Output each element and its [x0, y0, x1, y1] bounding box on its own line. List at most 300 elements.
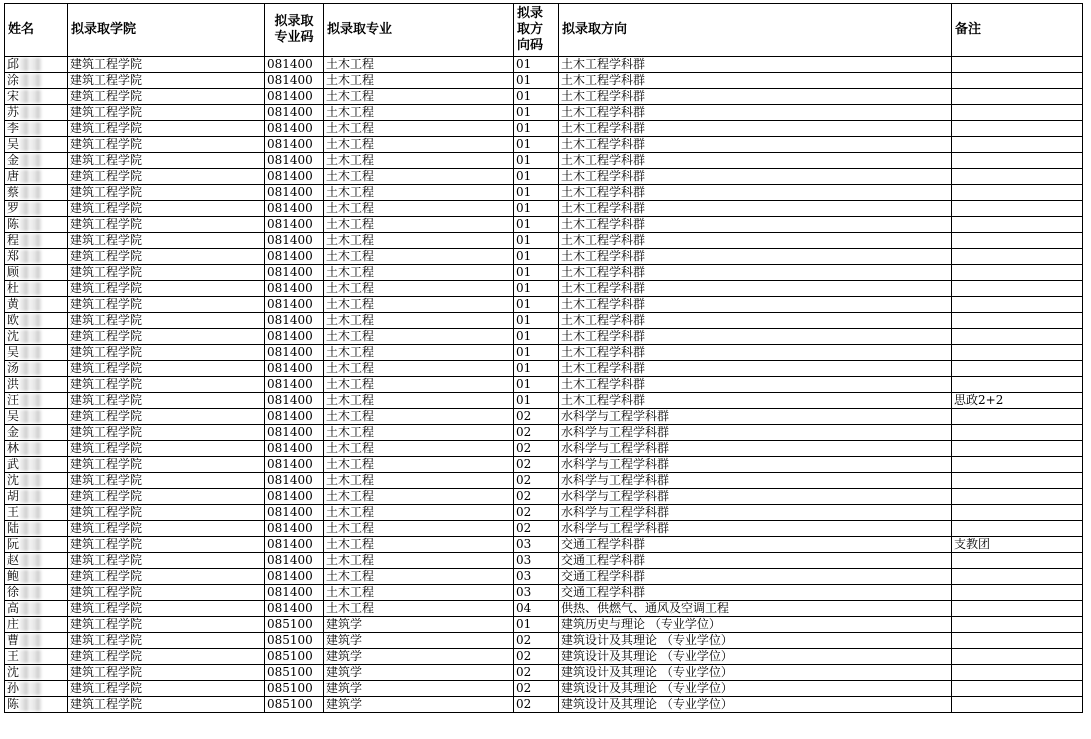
- redacted-name-mask: [20, 266, 42, 279]
- header-direction-code-line: 取方: [517, 22, 544, 37]
- student-surname: 汤: [7, 361, 20, 375]
- student-surname: 阮: [7, 537, 20, 551]
- cell-major: 土木工程: [324, 73, 514, 89]
- redacted-name-mask: [20, 618, 42, 631]
- cell-major-code: 081400: [265, 313, 324, 329]
- redacted-name-mask: [20, 698, 42, 711]
- cell-name: [5, 361, 68, 377]
- cell-name: [5, 457, 68, 473]
- student-surname: 陈: [7, 697, 20, 711]
- cell-note: [952, 169, 1083, 185]
- student-surname: 黄: [7, 297, 20, 311]
- cell-college: 建筑工程学院: [68, 473, 265, 489]
- cell-college: 建筑工程学院: [68, 265, 265, 281]
- cell-dir-code: 03: [514, 585, 559, 601]
- cell-direction: 土木工程学科群: [559, 73, 952, 89]
- cell-major: 土木工程: [324, 249, 514, 265]
- cell-college: 建筑工程学院: [68, 537, 265, 553]
- cell-major-code: 081400: [265, 361, 324, 377]
- cell-direction: 土木工程学科群: [559, 281, 952, 297]
- cell-note: [952, 473, 1083, 489]
- cell-dir-code: 01: [514, 281, 559, 297]
- cell-major: 土木工程: [324, 105, 514, 121]
- cell-name: [5, 201, 68, 217]
- table-row: [5, 441, 1083, 457]
- cell-dir-code: 01: [514, 249, 559, 265]
- table-row: [5, 121, 1083, 137]
- cell-note: [952, 297, 1083, 313]
- cell-dir-code: 02: [514, 665, 559, 681]
- cell-direction: 土木工程学科群: [559, 185, 952, 201]
- cell-major: 土木工程: [324, 57, 514, 73]
- cell-note: [952, 137, 1083, 153]
- cell-direction: 土木工程学科群: [559, 265, 952, 281]
- cell-college: 建筑工程学院: [68, 329, 265, 345]
- table-row: [5, 569, 1083, 585]
- cell-note: [952, 569, 1083, 585]
- redacted-name-mask: [20, 554, 42, 567]
- cell-college: 建筑工程学院: [68, 105, 265, 121]
- cell-major: 土木工程: [324, 473, 514, 489]
- redacted-name-mask: [20, 666, 42, 679]
- cell-major-code: 085100: [265, 649, 324, 665]
- cell-college: 建筑工程学院: [68, 153, 265, 169]
- cell-major-code: 081400: [265, 217, 324, 233]
- cell-direction: 土木工程学科群: [559, 153, 952, 169]
- redacted-name-mask: [20, 218, 42, 231]
- table-row: [5, 345, 1083, 361]
- cell-direction: 建筑设计及其理论 （专业学位）: [559, 633, 952, 649]
- cell-major-code: 081400: [265, 393, 324, 409]
- cell-dir-code: 01: [514, 329, 559, 345]
- redacted-name-mask: [20, 202, 42, 215]
- redacted-name-mask: [20, 410, 42, 423]
- cell-name: [5, 313, 68, 329]
- cell-note: [952, 153, 1083, 169]
- cell-dir-code: 01: [514, 57, 559, 73]
- cell-major-code: 081400: [265, 553, 324, 569]
- student-surname: 高: [7, 601, 20, 615]
- cell-direction: 土木工程学科群: [559, 345, 952, 361]
- redacted-name-mask: [20, 570, 42, 583]
- redacted-name-mask: [20, 362, 42, 375]
- student-surname: 蔡: [7, 185, 20, 199]
- table-row: [5, 681, 1083, 697]
- table-row: [5, 73, 1083, 89]
- cell-name: [5, 73, 68, 89]
- cell-note: [952, 601, 1083, 617]
- cell-college: 建筑工程学院: [68, 649, 265, 665]
- cell-dir-code: 01: [514, 105, 559, 121]
- table-row: [5, 489, 1083, 505]
- cell-major: 土木工程: [324, 201, 514, 217]
- cell-major: 建筑学: [324, 697, 514, 713]
- cell-direction: 供热、供燃气、通风及空调工程: [559, 601, 952, 617]
- cell-college: 建筑工程学院: [68, 297, 265, 313]
- cell-dir-code: 03: [514, 553, 559, 569]
- redacted-name-mask: [20, 378, 42, 391]
- cell-major-code: 081400: [265, 457, 324, 473]
- cell-college: 建筑工程学院: [68, 441, 265, 457]
- cell-college: 建筑工程学院: [68, 313, 265, 329]
- cell-direction: 交通工程学科群: [559, 553, 952, 569]
- cell-note: [952, 89, 1083, 105]
- cell-name: [5, 121, 68, 137]
- student-surname: 武: [7, 457, 20, 471]
- header-note: 备注: [952, 4, 1083, 57]
- cell-major: 土木工程: [324, 89, 514, 105]
- cell-major-code: 081400: [265, 585, 324, 601]
- header-major: 拟录取专业: [324, 4, 514, 57]
- cell-name: [5, 233, 68, 249]
- cell-college: 建筑工程学院: [68, 169, 265, 185]
- cell-college: 建筑工程学院: [68, 457, 265, 473]
- redacted-name-mask: [20, 586, 42, 599]
- table-row: [5, 377, 1083, 393]
- cell-dir-code: 02: [514, 505, 559, 521]
- table-row: [5, 249, 1083, 265]
- table-row: [5, 153, 1083, 169]
- student-surname: 胡: [7, 489, 20, 503]
- table-body: [5, 57, 1083, 713]
- cell-dir-code: 03: [514, 537, 559, 553]
- table-row: [5, 505, 1083, 521]
- redacted-name-mask: [20, 282, 42, 295]
- cell-major-code: 081400: [265, 185, 324, 201]
- table-row: [5, 409, 1083, 425]
- cell-name: [5, 217, 68, 233]
- student-surname: 沈: [7, 329, 20, 343]
- redacted-name-mask: [20, 138, 42, 151]
- redacted-name-mask: [20, 298, 42, 311]
- redacted-name-mask: [20, 154, 42, 167]
- cell-dir-code: 02: [514, 649, 559, 665]
- cell-major: 土木工程: [324, 297, 514, 313]
- cell-major: 土木工程: [324, 569, 514, 585]
- cell-college: 建筑工程学院: [68, 393, 265, 409]
- cell-note: [952, 121, 1083, 137]
- cell-direction: 水科学与工程学科群: [559, 489, 952, 505]
- redacted-name-mask: [20, 426, 42, 439]
- cell-major-code: 081400: [265, 345, 324, 361]
- cell-note: [952, 665, 1083, 681]
- cell-major: 土木工程: [324, 441, 514, 457]
- cell-dir-code: 02: [514, 633, 559, 649]
- cell-direction: 建筑设计及其理论 （专业学位）: [559, 697, 952, 713]
- cell-major-code: 081400: [265, 89, 324, 105]
- cell-major-code: 081400: [265, 297, 324, 313]
- student-surname: 李: [7, 121, 20, 135]
- cell-name: [5, 393, 68, 409]
- redacted-name-mask: [20, 634, 42, 647]
- cell-name: [5, 185, 68, 201]
- cell-direction: 土木工程学科群: [559, 217, 952, 233]
- cell-major: 土木工程: [324, 553, 514, 569]
- table-row: [5, 265, 1083, 281]
- cell-major-code: 081400: [265, 249, 324, 265]
- cell-college: 建筑工程学院: [68, 361, 265, 377]
- table-row: [5, 89, 1083, 105]
- cell-note: [952, 345, 1083, 361]
- table-row: [5, 57, 1083, 73]
- cell-name: [5, 329, 68, 345]
- cell-note: [952, 489, 1083, 505]
- redacted-name-mask: [20, 650, 42, 663]
- student-surname: 金: [7, 425, 20, 439]
- table-row: [5, 521, 1083, 537]
- table-row: [5, 649, 1083, 665]
- cell-name: [5, 169, 68, 185]
- cell-name: [5, 281, 68, 297]
- cell-major-code: 081400: [265, 329, 324, 345]
- cell-direction: 土木工程学科群: [559, 297, 952, 313]
- cell-major: 土木工程: [324, 137, 514, 153]
- cell-college: 建筑工程学院: [68, 681, 265, 697]
- header-direction-code: [514, 4, 559, 57]
- cell-name: [5, 617, 68, 633]
- redacted-name-mask: [20, 74, 42, 87]
- cell-major: 土木工程: [324, 329, 514, 345]
- cell-major-code: 081400: [265, 441, 324, 457]
- cell-direction: 土木工程学科群: [559, 105, 952, 121]
- cell-note: [952, 409, 1083, 425]
- cell-note: [952, 457, 1083, 473]
- cell-direction: 交通工程学科群: [559, 537, 952, 553]
- cell-direction: 土木工程学科群: [559, 377, 952, 393]
- header-major-code-line: 专业码: [274, 30, 314, 45]
- cell-name: [5, 521, 68, 537]
- student-surname: 唐: [7, 169, 20, 183]
- student-surname: 罗: [7, 201, 20, 215]
- cell-dir-code: 01: [514, 361, 559, 377]
- table-row: [5, 201, 1083, 217]
- table-row: [5, 297, 1083, 313]
- cell-college: 建筑工程学院: [68, 553, 265, 569]
- cell-name: [5, 377, 68, 393]
- cell-college: 建筑工程学院: [68, 665, 265, 681]
- student-surname: 陆: [7, 521, 20, 535]
- cell-name: [5, 633, 68, 649]
- cell-major-code: 081400: [265, 569, 324, 585]
- cell-direction: 交通工程学科群: [559, 585, 952, 601]
- cell-major-code: 085100: [265, 633, 324, 649]
- cell-major-code: 085100: [265, 681, 324, 697]
- student-surname: 吴: [7, 409, 20, 423]
- cell-direction: 土木工程学科群: [559, 169, 952, 185]
- redacted-name-mask: [20, 522, 42, 535]
- cell-college: 建筑工程学院: [68, 569, 265, 585]
- redacted-name-mask: [20, 682, 42, 695]
- cell-college: 建筑工程学院: [68, 89, 265, 105]
- admission-table: [4, 3, 1083, 713]
- redacted-name-mask: [20, 186, 42, 199]
- cell-major: 土木工程: [324, 153, 514, 169]
- cell-major-code: 081400: [265, 425, 324, 441]
- cell-major: 建筑学: [324, 617, 514, 633]
- cell-dir-code: 01: [514, 345, 559, 361]
- cell-direction: 建筑历史与理论 （专业学位）: [559, 617, 952, 633]
- cell-note: [952, 681, 1083, 697]
- header-major-code: [265, 4, 324, 57]
- cell-name: [5, 89, 68, 105]
- cell-dir-code: 02: [514, 489, 559, 505]
- cell-dir-code: 01: [514, 153, 559, 169]
- table-row: [5, 585, 1083, 601]
- cell-dir-code: 02: [514, 697, 559, 713]
- cell-major: 建筑学: [324, 665, 514, 681]
- table-row: [5, 137, 1083, 153]
- cell-major: 土木工程: [324, 521, 514, 537]
- cell-name: [5, 649, 68, 665]
- cell-note: [952, 585, 1083, 601]
- table-row: [5, 233, 1083, 249]
- cell-major-code: 085100: [265, 697, 324, 713]
- redacted-name-mask: [20, 234, 42, 247]
- cell-direction: 土木工程学科群: [559, 121, 952, 137]
- cell-note: [952, 441, 1083, 457]
- redacted-name-mask: [20, 330, 42, 343]
- cell-dir-code: 02: [514, 521, 559, 537]
- cell-major: 土木工程: [324, 169, 514, 185]
- cell-major: 土木工程: [324, 265, 514, 281]
- header-name: 姓名: [5, 4, 68, 57]
- header-direction: 拟录取方向: [559, 4, 952, 57]
- cell-note: [952, 105, 1083, 121]
- cell-direction: 水科学与工程学科群: [559, 457, 952, 473]
- cell-direction: 水科学与工程学科群: [559, 441, 952, 457]
- student-surname: 王: [7, 505, 20, 519]
- redacted-name-mask: [20, 314, 42, 327]
- cell-note: [952, 329, 1083, 345]
- cell-major-code: 081400: [265, 105, 324, 121]
- cell-college: 建筑工程学院: [68, 409, 265, 425]
- cell-major-code: 081400: [265, 57, 324, 73]
- cell-college: 建筑工程学院: [68, 489, 265, 505]
- cell-direction: 水科学与工程学科群: [559, 521, 952, 537]
- cell-college: 建筑工程学院: [68, 73, 265, 89]
- redacted-name-mask: [20, 490, 42, 503]
- cell-dir-code: 04: [514, 601, 559, 617]
- redacted-name-mask: [20, 602, 42, 615]
- table-row: [5, 217, 1083, 233]
- cell-dir-code: 01: [514, 233, 559, 249]
- cell-major-code: 081400: [265, 409, 324, 425]
- cell-dir-code: 01: [514, 89, 559, 105]
- cell-name: [5, 569, 68, 585]
- cell-college: 建筑工程学院: [68, 617, 265, 633]
- cell-name: [5, 665, 68, 681]
- header-row: [5, 4, 1083, 57]
- cell-dir-code: 01: [514, 185, 559, 201]
- cell-dir-code: 02: [514, 441, 559, 457]
- redacted-name-mask: [20, 538, 42, 551]
- cell-direction: 交通工程学科群: [559, 569, 952, 585]
- cell-major-code: 081400: [265, 137, 324, 153]
- cell-college: 建筑工程学院: [68, 249, 265, 265]
- table-row: [5, 361, 1083, 377]
- cell-major: 土木工程: [324, 457, 514, 473]
- table-row: [5, 393, 1083, 409]
- cell-major: 建筑学: [324, 633, 514, 649]
- cell-direction: 土木工程学科群: [559, 393, 952, 409]
- cell-name: [5, 265, 68, 281]
- cell-note: [952, 73, 1083, 89]
- cell-major-code: 081400: [265, 201, 324, 217]
- cell-major-code: 081400: [265, 233, 324, 249]
- cell-note: [952, 217, 1083, 233]
- cell-name: [5, 425, 68, 441]
- student-surname: 吴: [7, 345, 20, 359]
- cell-major-code: 081400: [265, 601, 324, 617]
- table-row: [5, 329, 1083, 345]
- student-surname: 鲍: [7, 569, 20, 583]
- cell-major: 土木工程: [324, 233, 514, 249]
- cell-major-code: 081400: [265, 281, 324, 297]
- cell-direction: 建筑设计及其理论 （专业学位）: [559, 649, 952, 665]
- table-row: [5, 169, 1083, 185]
- cell-major: 土木工程: [324, 425, 514, 441]
- redacted-name-mask: [20, 170, 42, 183]
- student-surname: 邱: [7, 57, 20, 71]
- cell-note: [952, 57, 1083, 73]
- cell-major: 土木工程: [324, 601, 514, 617]
- cell-dir-code: 01: [514, 617, 559, 633]
- cell-name: [5, 505, 68, 521]
- cell-dir-code: 02: [514, 425, 559, 441]
- cell-dir-code: 02: [514, 457, 559, 473]
- cell-name: [5, 681, 68, 697]
- cell-direction: 水科学与工程学科群: [559, 473, 952, 489]
- cell-college: 建筑工程学院: [68, 697, 265, 713]
- cell-note: 思政2+2: [952, 393, 1083, 409]
- cell-major-code: 085100: [265, 617, 324, 633]
- cell-note: [952, 633, 1083, 649]
- cell-major: 土木工程: [324, 121, 514, 137]
- cell-note: [952, 313, 1083, 329]
- cell-college: 建筑工程学院: [68, 521, 265, 537]
- redacted-name-mask: [20, 58, 42, 71]
- cell-major: 土木工程: [324, 217, 514, 233]
- cell-direction: 土木工程学科群: [559, 249, 952, 265]
- cell-direction: 土木工程学科群: [559, 313, 952, 329]
- cell-direction: 水科学与工程学科群: [559, 409, 952, 425]
- cell-major-code: 081400: [265, 537, 324, 553]
- cell-major-code: 081400: [265, 153, 324, 169]
- cell-major: 土木工程: [324, 345, 514, 361]
- table-row: [5, 281, 1083, 297]
- cell-name: [5, 137, 68, 153]
- redacted-name-mask: [20, 90, 42, 103]
- cell-name: [5, 153, 68, 169]
- cell-major: 土木工程: [324, 489, 514, 505]
- cell-note: [952, 281, 1083, 297]
- cell-direction: 土木工程学科群: [559, 361, 952, 377]
- redacted-name-mask: [20, 442, 42, 455]
- table-row: [5, 665, 1083, 681]
- cell-college: 建筑工程学院: [68, 57, 265, 73]
- redacted-name-mask: [20, 506, 42, 519]
- table-row: [5, 457, 1083, 473]
- cell-note: [952, 233, 1083, 249]
- cell-dir-code: 02: [514, 473, 559, 489]
- cell-note: [952, 201, 1083, 217]
- cell-note: 支教团: [952, 537, 1083, 553]
- cell-note: [952, 377, 1083, 393]
- student-surname: 陈: [7, 217, 20, 231]
- cell-name: [5, 345, 68, 361]
- cell-college: 建筑工程学院: [68, 425, 265, 441]
- redacted-name-mask: [20, 250, 42, 263]
